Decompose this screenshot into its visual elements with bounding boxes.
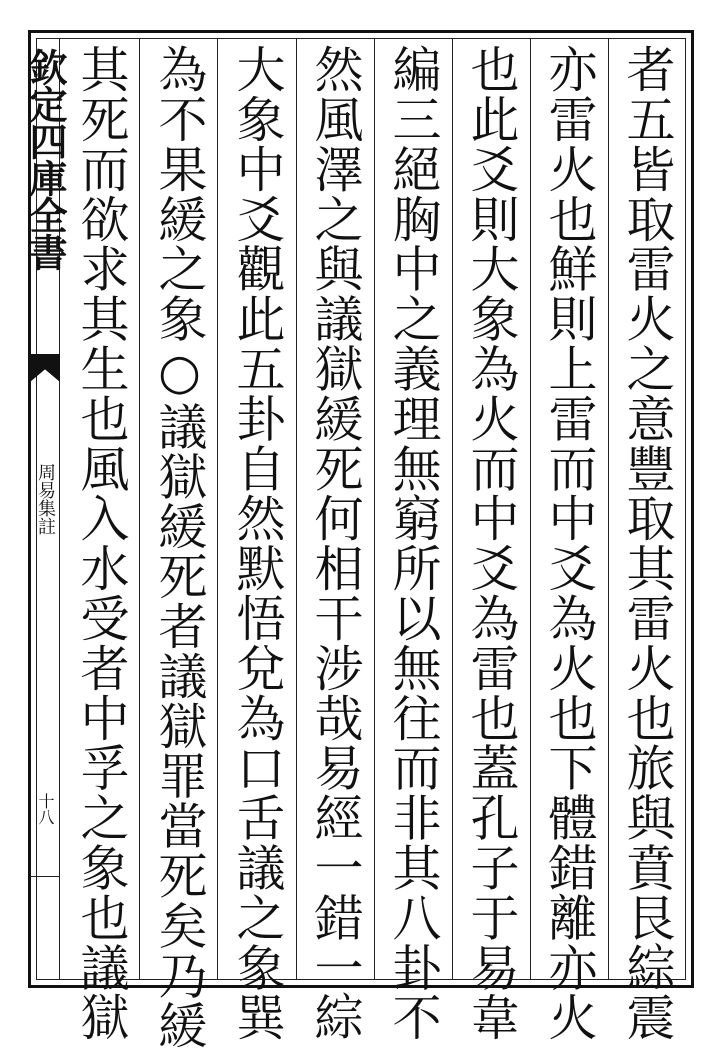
margin-column [23,38,68,980]
page-number: 十八 [36,793,55,825]
text-column-4: 編三絕胸中之義理無窮所以無往而非其八卦不 [385,44,442,1042]
column-rule [452,38,453,980]
text-column-1: 者五皆取雷火之意豐取其雷火也旅與賁艮綜震 [619,44,676,1042]
margin-divider [30,876,60,877]
column-rule [296,38,297,980]
text-column-3: 也此爻則大象為火而中爻為雷也蓋孔子于易韋 [463,44,520,1042]
column-rule [139,38,140,980]
book-title: 周易集註 [35,463,56,535]
fish-tail-mark-icon [30,354,60,382]
text-column-8: 其死而欲求其生也風入水受者中孚之象也議獄 [73,44,130,1042]
text-column-7: 為不果緩之象○議獄緩死者議獄罪當死矣乃緩 [151,44,208,1050]
text-column-5: 然風澤之與議獄緩死何相干涉哉易經一錯一綜 [307,44,364,1042]
column-rule [374,38,375,980]
text-column-2: 亦雷火也鮮則上雷而中爻為火也下體錯離亦火 [541,44,598,1042]
column-rule [608,38,609,980]
column-rule [530,38,531,980]
column-rule [217,38,218,980]
text-column-6: 大象中爻觀此五卦自然默悟兌為口舌議之象巽 [229,44,286,1042]
collection-title: 欽定四庫全書 [23,48,68,270]
